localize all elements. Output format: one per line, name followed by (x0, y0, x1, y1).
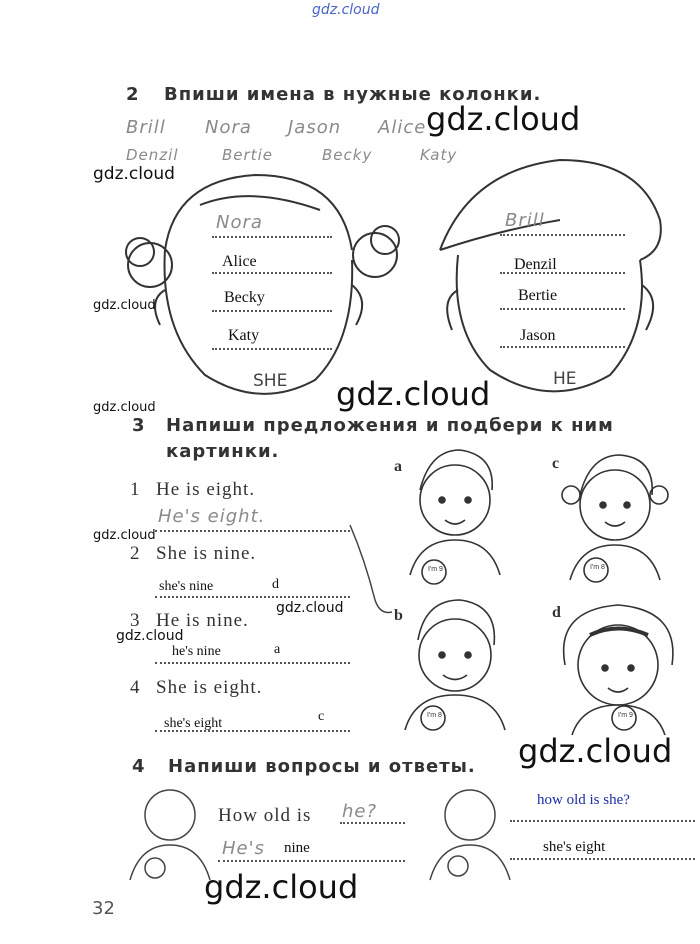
picture-letter-answer: c (318, 709, 325, 724)
exercise-3-instruction-line1: Напиши предложения и подбери к ним (166, 415, 614, 436)
watermark[interactable]: gdz.cloud (93, 400, 156, 415)
she-example: Nora (216, 212, 263, 233)
answer-example: He's (222, 838, 265, 859)
sentence: He is eight. (156, 479, 256, 500)
he-answer: Jason (520, 327, 556, 344)
name-option: Jason (288, 117, 342, 138)
she-label: SHE (253, 371, 288, 391)
sentence-example: He's eight. (158, 506, 266, 527)
watermark[interactable]: gdz.cloud (204, 868, 359, 906)
badge-text: I'm 9 (618, 712, 633, 719)
badge-text: I'm 8 (427, 712, 442, 719)
sentence-number: 2 (130, 543, 141, 564)
watermark[interactable]: gdz.cloud (518, 732, 673, 770)
name-option: Becky (322, 146, 373, 164)
watermark[interactable]: gdz.cloud (276, 600, 344, 616)
she-answer: Katy (228, 327, 260, 344)
name-option: Alice (378, 117, 427, 138)
picture-letter: c (552, 455, 560, 472)
exercise-2-instruction: Впиши имена в нужные колонки. (164, 84, 542, 105)
answer-left: nine (284, 840, 310, 856)
sentence-number: 3 (130, 610, 141, 631)
sentence-answer: he's nine (172, 644, 221, 659)
watermark[interactable]: gdz.cloud (426, 100, 581, 138)
name-option: Nora (205, 117, 252, 138)
picture-letter-answer: a (274, 642, 281, 657)
she-answer: Becky (224, 289, 265, 306)
exercise-3-number: 3 (132, 415, 146, 436)
sentence-number: 4 (130, 677, 141, 698)
watermark[interactable]: gdz.cloud (336, 375, 491, 413)
watermark[interactable]: gdz.cloud (93, 528, 156, 543)
name-option: Denzil (126, 146, 179, 164)
he-label: HE (553, 369, 577, 389)
name-option: Katy (420, 146, 458, 164)
watermark[interactable]: gdz.cloud (93, 164, 175, 184)
question-example: he? (342, 801, 378, 822)
boy-face-drawing (440, 160, 661, 391)
sentence: He is nine. (156, 610, 249, 631)
picture-letter: b (394, 607, 403, 624)
exercise-2-number: 2 (126, 84, 140, 105)
kid-c-drawing (562, 455, 668, 582)
he-answer: Denzil (514, 256, 557, 273)
picture-letter: a (394, 458, 402, 475)
sentence-answer: she's nine (159, 579, 214, 594)
question-printed: How old is (218, 805, 312, 826)
page-number: 32 (92, 898, 115, 919)
sentence-answer: she's eight (164, 716, 223, 731)
badge-text: I'm 8 (590, 564, 605, 571)
exercise-3-instruction-line2: картинки. (166, 441, 280, 462)
sentence: She is eight. (156, 677, 263, 698)
she-answer: Alice (222, 253, 257, 270)
sentence-number: 1 (130, 479, 141, 500)
answer-right: she's eight (543, 839, 606, 855)
he-example: Brill (505, 210, 545, 231)
picture-letter-answer: d (272, 577, 279, 592)
kid-a-drawing (410, 450, 500, 584)
he-answer: Bertie (518, 287, 558, 304)
watermark[interactable]: gdz.cloud (116, 628, 184, 644)
question-answer-right: how old is she? (537, 792, 630, 808)
exercise-4-instruction: Напиши вопросы и ответы. (168, 756, 476, 777)
badge-text: I'm 9 (428, 566, 443, 573)
girl-face-drawing (126, 175, 399, 394)
name-option: Bertie (222, 146, 273, 164)
watermark[interactable]: gdz.cloud (93, 298, 156, 313)
ex4-girl-drawing (430, 790, 510, 880)
match-line (350, 525, 392, 613)
ex4-boy-drawing (130, 790, 210, 880)
kid-b-drawing (405, 600, 505, 730)
name-option: Brill (126, 117, 166, 138)
picture-letter: d (552, 604, 561, 621)
watermark-top[interactable]: gdz.cloud (312, 2, 380, 18)
sentence: She is nine. (156, 543, 257, 564)
exercise-4-number: 4 (132, 756, 146, 777)
